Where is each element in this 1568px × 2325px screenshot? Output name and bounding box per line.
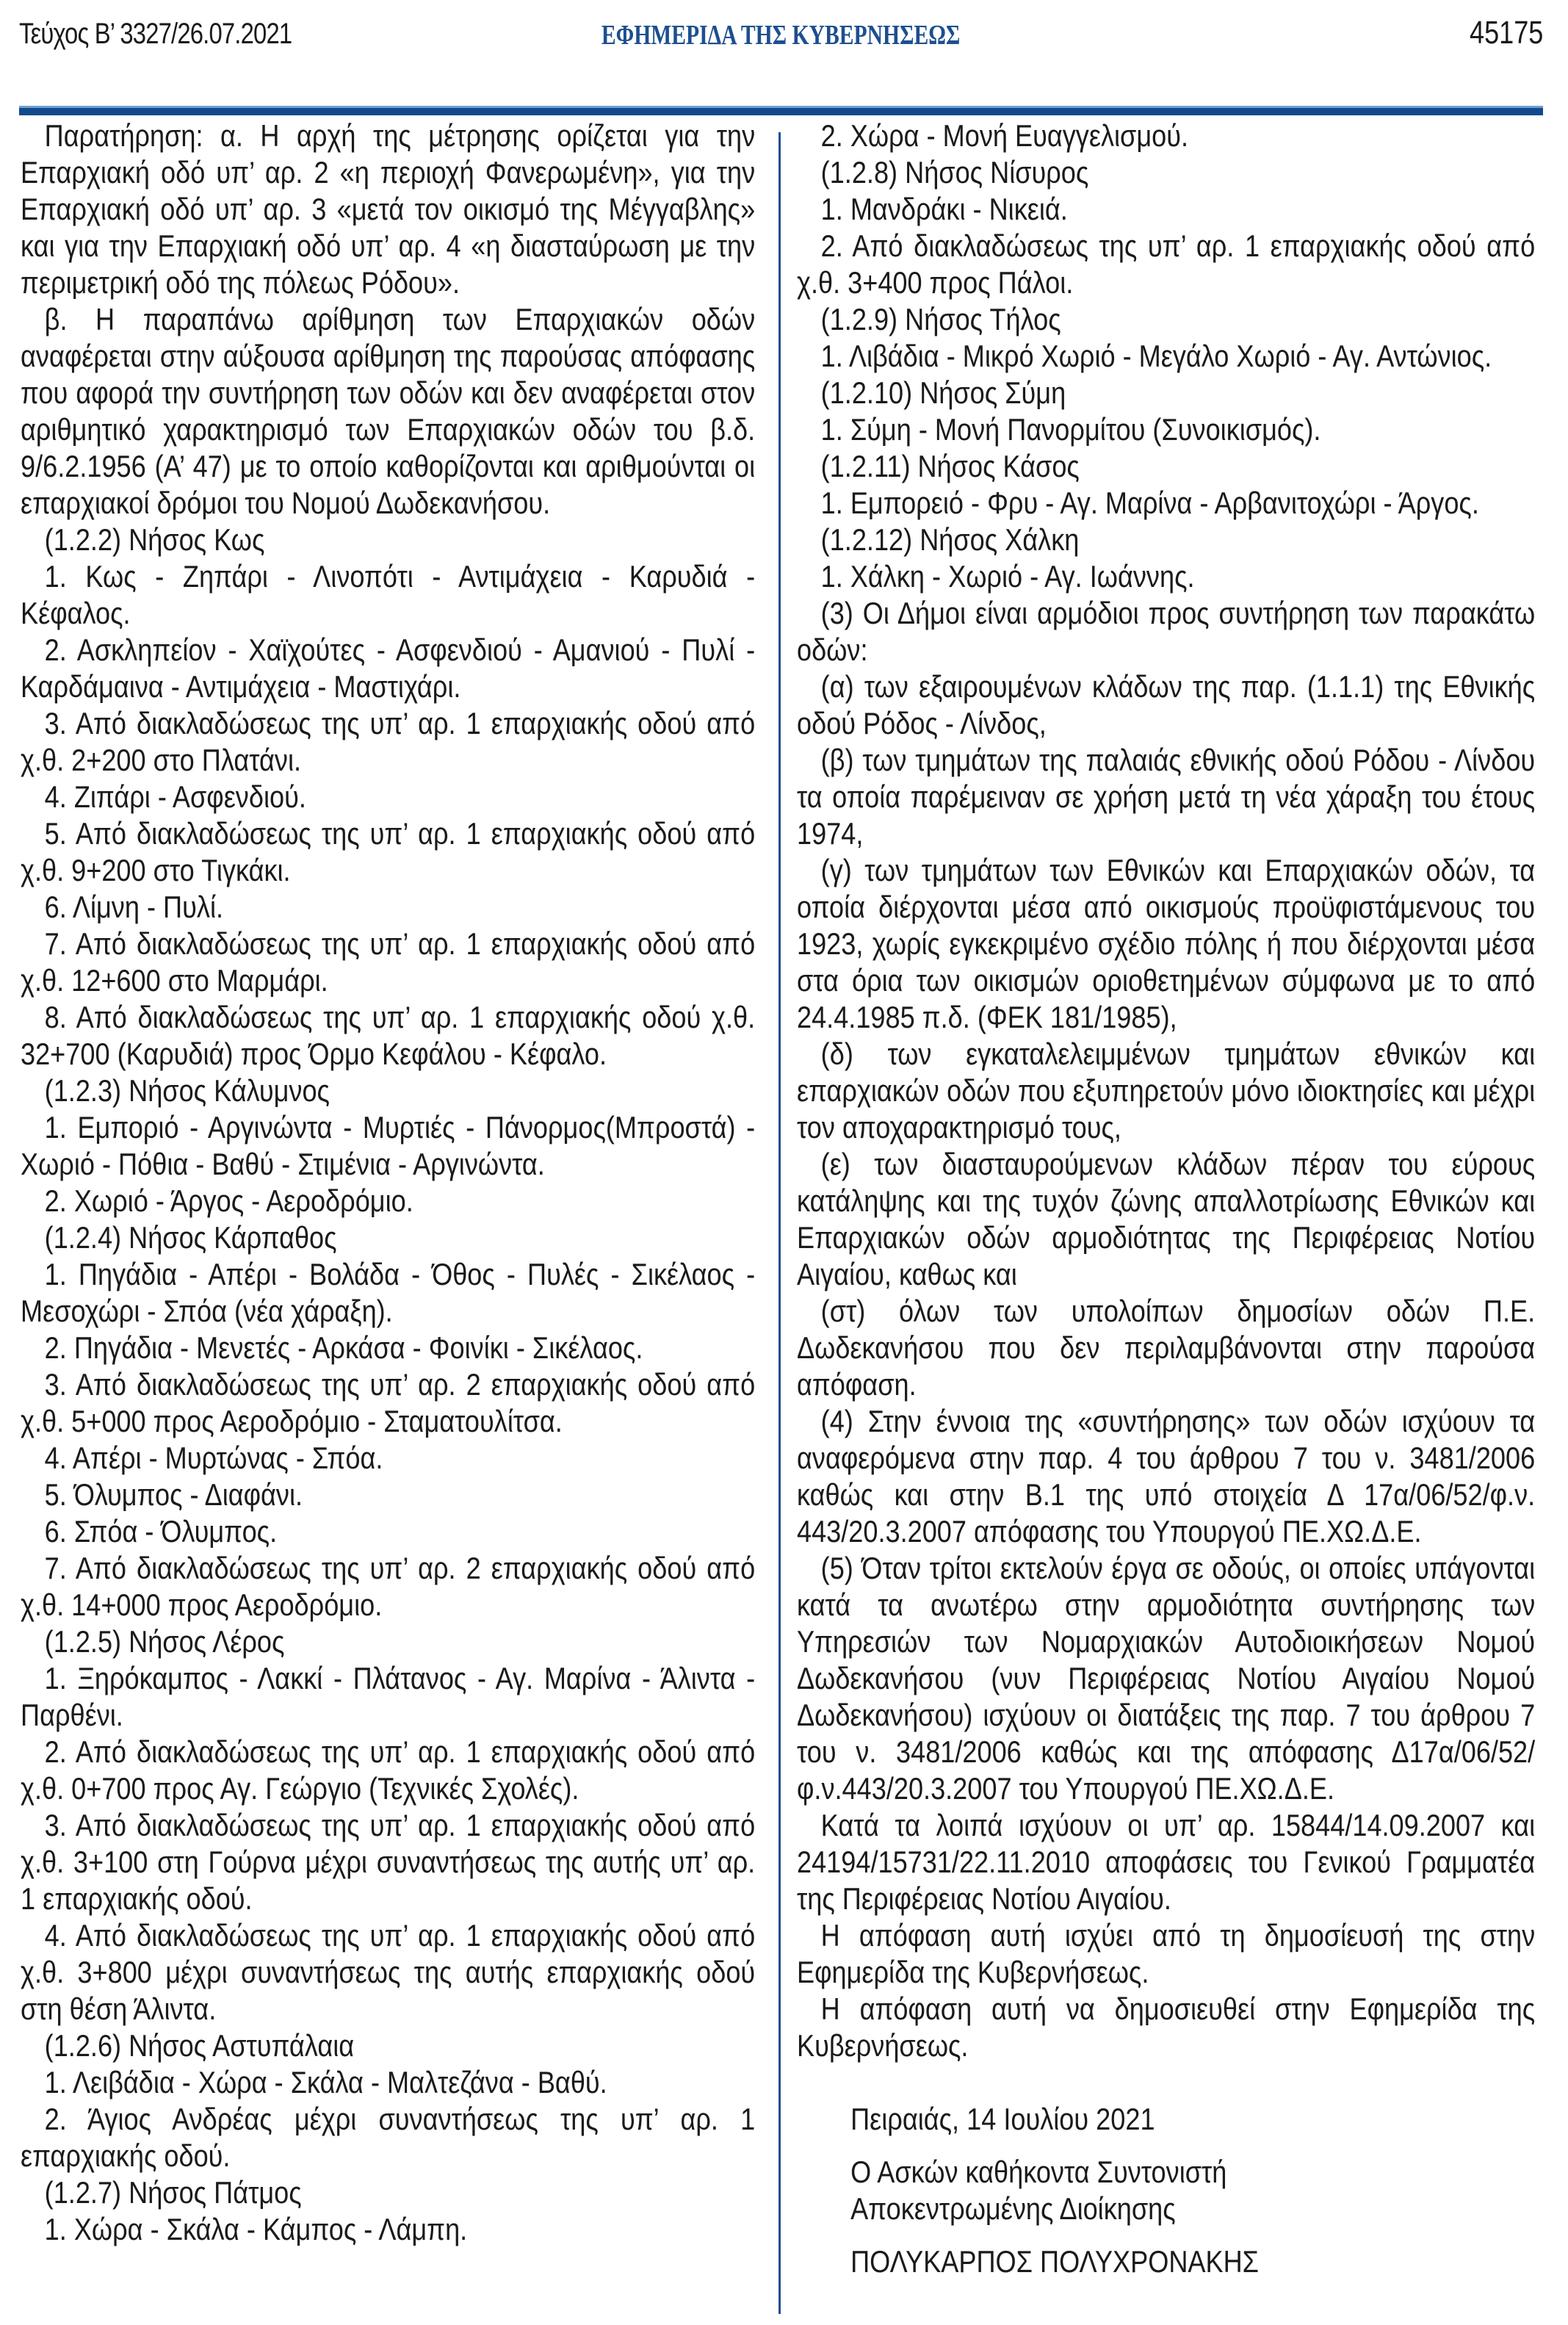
signatory-name: ΠΟΛΥΚΑΡΠΟΣ ΠΟΛΥΧΡΟΝΑΚΗΣ: [850, 2244, 1260, 2279]
paragraph: Η απόφαση αυτή ισχύει από τη δημοσίευσή της στην Εφημερίδα της Κυβερνήσεως.: [797, 1918, 1536, 1989]
list-item: 3. Από διακλαδώσεως της υπ’ αρ. 1 επαρχιακής οδού από χ.θ. 2+200 στο Πλατάνι.: [21, 706, 756, 777]
paragraph: β. Η παραπάνω αρίθμηση των Επαρχιακών οδών αναφέρεται στην αύξουσα αρίθμηση της παρούσας απόφασης που αφορά την συντήρηση των οδών και δεν αναφέρεται στον αριθμητικό χαρακτηρισμό των Επαρχιακών οδών του β.δ. 9/6.2.1956 (Α’ 47) με το οποίο καθορίζονται και αριθμούνται οι επαρχιακοί δρόμοι του Νομού Δωδεκανήσου.: [21, 302, 756, 520]
list-item: 6. Σπόα - Όλυμπος.: [44, 1514, 278, 1549]
gazette-title-text: ΕΦΗΜΕΡΙΔΑ ΤΗΣ ΚΥΒΕΡΝΗΣΕΩΣ: [601, 20, 961, 51]
list-item: 5. Από διακλαδώσεως της υπ’ αρ. 1 επαρχιακής οδού από χ.θ. 9+200 στο Τιγκάκι.: [21, 816, 756, 887]
paragraph: (β) των τμημάτων της παλαιάς εθνικής οδού Ρόδου - Λίνδου τα οποία παρέμειναν σε χρήση μετά τη νέα χάραξη του έτους 1974,: [797, 743, 1536, 851]
signature-place-date: Πειραιάς, 14 Ιουλίου 2021: [850, 2102, 1155, 2136]
left-column: [21, 118, 755, 2248]
paragraph: (3) Οι Δήμοι είναι αρμόδιοι προς συντήρηση των παρακάτω οδών:: [797, 596, 1536, 667]
signature-title: [850, 2154, 1535, 2227]
list-item: 4. Απέρι - Μυρτώνας - Σπόα.: [44, 1441, 383, 1475]
right-column-text: [797, 118, 1535, 2280]
list-item: 2. Άγιος Ανδρέας μέχρι συναντήσεως της υπ’ αρ. 1 επαρχιακής οδού.: [21, 2102, 756, 2173]
section-heading: (1.2.2) Νήσος Κως: [44, 522, 265, 557]
section-heading: (1.2.6) Νήσος Αστυπάλαια: [44, 2028, 355, 2063]
page-number: 45175: [1469, 15, 1543, 51]
paragraph: Η απόφαση αυτή να δημοσιευθεί στην Εφημερίδα της Κυβερνήσεως.: [797, 1991, 1536, 2063]
section-heading: (1.2.12) Νήσος Χάλκη: [820, 522, 1080, 557]
list-item: 3. Από διακλαδώσεως της υπ’ αρ. 1 επαρχιακής οδού από χ.θ. 3+100 στη Γούρνα μέχρι συναντήσεως της αυτής υπ’ αρ. 1 επαρχιακής οδού.: [21, 1808, 756, 1916]
list-item: 3. Από διακλαδώσεως της υπ’ αρ. 2 επαρχιακής οδού από χ.θ. 5+000 προς Αεροδρόμιο - Σταματουλίτσα.: [21, 1367, 756, 1438]
list-item: 2. Από διακλαδώσεως της υπ’ αρ. 1 επαρχιακής οδού από χ.θ. 3+400 προς Πάλοι.: [797, 228, 1536, 300]
list-item: 1. Λειβάδια - Χώρα - Σκάλα - Μαλτεζάνα - Βαθύ.: [44, 2065, 607, 2099]
section-heading: (1.2.9) Νήσος Τήλος: [820, 302, 1061, 336]
paragraph: (στ) όλων των υπολοίπων δημοσίων οδών Π.Ε. Δωδεκανήσου που δεν περιλαμβάνονται στην παρούσα απόφαση.: [797, 1294, 1536, 1402]
list-item: 1. Εμπορειό - Φρυ - Αγ. Μαρίνα - Αρβανιτοχώρι - Άργος.: [820, 486, 1479, 520]
list-item: 7. Από διακλαδώσεως της υπ’ αρ. 2 επαρχιακής οδού από χ.θ. 14+000 προς Αεροδρόμιο.: [21, 1551, 756, 1622]
list-item: 1. Μανδράκι - Νικειά.: [820, 192, 1068, 226]
paragraph: (ε) των διασταυρούμενων κλάδων πέραν του εύρους κατάληψης και της τυχόν ζώνης απαλλοτρίωσης Εθνικών και Επαρχιακών οδών αρμοδιότητας της Περιφέρειας Νοτίου Αιγαίου, καθως και: [797, 1147, 1536, 1291]
list-item: 2. Πηγάδια - Μενετές - Αρκάσα - Φοινίκι - Σικέλαος.: [44, 1330, 643, 1365]
section-heading: (1.2.11) Νήσος Κάσος: [820, 449, 1080, 483]
page-header: [19, 7, 1543, 59]
list-item: 8. Από διακλαδώσεως της υπ’ αρ. 1 επαρχιακής οδού χ.θ. 32+700 (Καρυδιά) προς Όρμο Κεφάλου - Κέφαλο.: [21, 1000, 756, 1071]
list-item: 7. Από διακλαδώσεως της υπ’ αρ. 1 επαρχιακής οδού από χ.θ. 12+600 στο Μαρμάρι.: [21, 926, 756, 998]
right-column: [797, 118, 1535, 2296]
list-item: 1. Εμποριό - Αργινώντα - Μυρτιές - Πάνορμος(Μπροστά) - Χωριό - Πόθια - Βαθύ - Στιμένια - Αργινώντα.: [21, 1110, 756, 1181]
signature-title-line2: Αποκεντρωμένης Διοίκησης: [850, 2191, 1176, 2226]
section-heading: (1.2.5) Νήσος Λέρος: [44, 1624, 285, 1659]
paragraph: (δ) των εγκαταλελειμμένων τμημάτων εθνικών και επαρχιακών οδών που εξυπηρετούν μόνο ιδιοκτησίες και μέχρι τον αποχαρακτηρισμό τους,: [797, 1037, 1536, 1145]
list-item: 1. Σύμη - Μονή Πανορμίτου (Συνοικισμός).: [820, 412, 1321, 447]
paragraph: (γ) των τμημάτων των Εθνικών και Επαρχιακών οδών, τα οποία διέρχονται μέσα από οικισμούς προϋφιστάμενους του 1923, χωρίς εγκεκριμένο σχέδιο πόλης ή που διέρχονται μέσα στα όρια των οικισμών οριοθετημένων σύμφωνα με το από 24.4.1985 π.δ. (ΦΕΚ 181/1985),: [797, 853, 1536, 1034]
paragraph: Κατά τα λοιπά ισχύουν οι υπ’ αρ. 15844/14.09.2007 και 24194/15731/22.11.2010 αποφάσεις του Γενικού Γραμματέα της Περιφέρειας Νοτίου Αιγαίου.: [797, 1808, 1536, 1916]
section-heading: (1.2.4) Νήσος Κάρπαθος: [44, 1220, 337, 1255]
paragraph: Παρατήρηση: α. Η αρχή της μέτρησης ορίζεται για την Επαρχιακή οδό υπ’ αρ. 2 «η περιοχή Φανερωμένη», για την Επαρχιακή οδό υπ’ αρ. 3 «μετά τον οικισμό της Μέγγαβλης» και για την Επαρχιακή οδό υπ’ αρ. 4 «η διασταύρωση με την περιμετρική οδό της πόλεως Ρόδου».: [21, 118, 756, 300]
header-rule: [19, 108, 1543, 115]
gazette-title: [19, 19, 1543, 51]
paragraph: (5) Όταν τρίτοι εκτελούν έργα σε οδούς, οι οποίες υπάγονται κατά τα ανωτέρω στην αρμοδιότητα συντήρησης των Υπηρεσιών των Νομαρχιακών Αυτοδιοικήσεων Νομού Δωδεκανήσου (νυν Περιφέρειας Νοτίου Αιγαίου Νομού Δωδεκανήσου) ισχύουν οι διατάξεις της παρ. 7 του άρθρου 7 του ν. 3481/2006 καθώς και της απόφασης Δ17α/06/52/φ.ν.443/20.3.2007 του Υπουργού ΠΕ.ΧΩ.Δ.Ε.: [797, 1551, 1536, 1806]
paragraph: (α) των εξαιρουμένων κλάδων της παρ. (1.1.1) της Εθνικής οδού Ρόδος - Λίνδος,: [797, 669, 1536, 740]
list-item: 1. Χώρα - Σκάλα - Κάμπος - Λάμπη.: [44, 2212, 468, 2246]
list-item: 1. Ξηρόκαμπος - Λακκί - Πλάτανος - Αγ. Μαρίνα - Άλιντα - Παρθένι.: [21, 1661, 756, 1732]
list-item: 2. Χωριό - Άργος - Αεροδρόμιο.: [44, 1183, 413, 1218]
list-item: 4. Από διακλαδώσεως της υπ’ αρ. 1 επαρχιακής οδού από χ.θ. 3+800 μέχρι συναντήσεως της αυτής επαρχιακής οδού στη θέση Άλιντα.: [21, 1918, 756, 2026]
list-item: 1. Πηγάδια - Απέρι - Βολάδα - Όθος - Πυλές - Σικέλαος - Μεσοχώρι - Σπόα (νέα χάραξη).: [21, 1257, 756, 1328]
section-heading: (1.2.8) Νήσος Νίσυρος: [820, 155, 1089, 190]
list-item: 1. Κως - Ζηπάρι - Λινοπότι - Αντιμάχεια - Καρυδιά - Κέφαλος.: [21, 559, 756, 630]
section-heading: (1.2.7) Νήσος Πάτμος: [44, 2175, 302, 2210]
list-item: 2. Χώρα - Μονή Ευαγγελισμού.: [820, 118, 1189, 153]
column-divider: [778, 132, 781, 2314]
paragraph: (4) Στην έννοια της «συντήρησης» των οδών ισχύουν τα αναφερόμενα στην παρ. 4 του άρθρου 7 του ν. 3481/2006 καθώς και στην Β.1 της υπό στοιχεία Δ 17α/06/52/φ.ν. 443/20.3.2007 απόφασης του Υπουργού ΠΕ.ΧΩ.Δ.Ε.: [797, 1404, 1536, 1549]
section-heading: (1.2.3) Νήσος Κάλυμνος: [44, 1073, 330, 1108]
issue-number: Τεύχος Β’ 3327/26.07.2021: [19, 18, 292, 50]
list-item: 6. Λίμνη - Πυλί.: [44, 890, 224, 924]
left-column-text: [21, 118, 755, 2248]
list-item: 2. Από διακλαδώσεως της υπ’ αρ. 1 επαρχιακής οδού από χ.θ. 0+700 προς Αγ. Γεώργιο (Τεχνικές Σχολές).: [21, 1734, 756, 1806]
list-item: 5. Όλυμπος - Διαφάνι.: [44, 1477, 303, 1512]
section-heading: (1.2.10) Νήσος Σύμη: [820, 375, 1066, 410]
list-item: 4. Ζιπάρι - Ασφενδιού.: [44, 779, 306, 814]
list-item: 1. Χάλκη - Χωριό - Αγ. Ιωάννης.: [820, 559, 1195, 594]
list-item: 2. Ασκληπείον - Χαϊχούτες - Ασφενδιού - Αμανιού - Πυλί - Καρδάμαινα - Αντιμάχεια - Μαστιχάρι.: [21, 632, 756, 704]
list-item: 1. Λιβάδια - Μικρό Χωριό - Μεγάλο Χωριό - Αγ. Αντώνιος.: [820, 339, 1492, 373]
signature-title-line1: Ο Ασκών καθήκοντα Συντονιστή: [850, 2155, 1227, 2189]
signature-block: [797, 2101, 1535, 2280]
